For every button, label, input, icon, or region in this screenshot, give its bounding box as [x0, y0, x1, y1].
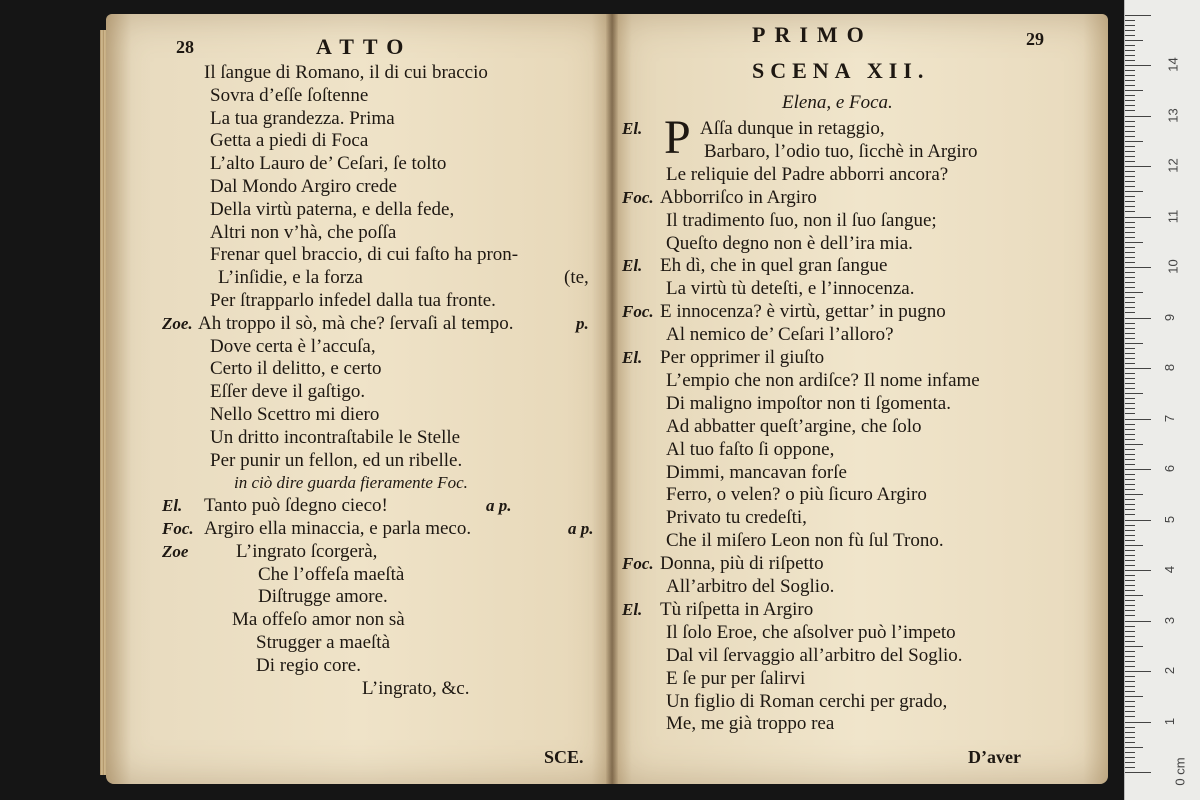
- verse-line: Ad abbatter queſt’argine, che ſolo: [666, 415, 922, 437]
- marginal-note: a p.: [568, 519, 594, 538]
- ruler-tick: [1125, 504, 1135, 505]
- speaker-label: El.: [622, 348, 643, 367]
- ruler-tick: [1125, 535, 1135, 536]
- ruler-tick: [1125, 408, 1135, 409]
- ruler-tick: [1125, 767, 1135, 768]
- ruler-tick: [1125, 509, 1135, 510]
- ruler-tick: [1125, 479, 1135, 480]
- ruler-number: 7: [1162, 414, 1178, 422]
- ruler-tick: [1125, 222, 1135, 223]
- verse-line: Strugger a maeſtà: [256, 632, 391, 653]
- ruler-tick: [1125, 176, 1135, 177]
- verse-line: Eh dì, che in quel gran ſangue: [660, 255, 888, 277]
- ruler-tick: [1125, 363, 1135, 364]
- ruler-tick: [1125, 257, 1135, 258]
- ruler-number: 4: [1162, 565, 1178, 574]
- ruler-tick: [1125, 575, 1135, 576]
- verse-line: Per opprimer il giuſto: [660, 347, 825, 368]
- ruler-tick: [1125, 499, 1135, 500]
- verse-line: L’ingrato ſcorgerà,: [236, 540, 378, 562]
- ruler-tick: [1125, 646, 1143, 647]
- verse-line: L’empio che non ardiſce? Il nome infame: [666, 369, 980, 391]
- ruler-tick: [1125, 696, 1143, 697]
- ruler-tick: [1125, 550, 1135, 551]
- ruler-tick: [1125, 464, 1135, 465]
- ruler-number: 9: [1162, 313, 1178, 321]
- right-page: [612, 14, 1108, 784]
- ruler-tick: [1125, 110, 1135, 111]
- verse-line: Che l’offeſa maeſtà: [258, 563, 405, 585]
- ruler-tick: [1125, 439, 1135, 440]
- verse-line: La tua grandezza. Prima: [210, 107, 395, 129]
- ruler-number: 10: [1165, 259, 1181, 274]
- catchword: D’aver: [968, 747, 1021, 767]
- ruler-tick: [1125, 494, 1143, 495]
- speaker-label: Foc.: [622, 302, 654, 322]
- ruler-tick: [1125, 711, 1135, 712]
- verse-line: Le reliquie del Padre abborri ancora?: [666, 163, 949, 185]
- verse-line: Dove certa è l’accuſa,: [210, 335, 376, 357]
- ruler-tick: [1125, 116, 1151, 117]
- ruler-tick: [1125, 449, 1135, 450]
- ruler-tick: [1125, 186, 1135, 187]
- verse-line: Tanto può ſdegno cieco!: [204, 495, 388, 517]
- ruler-tick: [1125, 565, 1135, 566]
- ruler-tick: [1125, 489, 1135, 490]
- ruler-tick: [1125, 181, 1135, 182]
- speaker-label: Foc.: [162, 519, 194, 538]
- ruler-tick: [1125, 772, 1151, 773]
- ruler-tick: [1125, 50, 1135, 51]
- ruler-tick: [1125, 514, 1135, 515]
- ruler-tick: [1125, 676, 1135, 677]
- marginal-note: a p.: [486, 496, 512, 516]
- ruler-tick: [1125, 747, 1143, 748]
- verse-line: Eſſer deve il gaſtigo.: [210, 381, 366, 403]
- stage-direction: in ciò dire guarda fieramente Foc.: [234, 473, 468, 493]
- verse-line: Dimmi, mancavan forſe: [666, 461, 847, 483]
- ruler-number: 13: [1165, 107, 1181, 123]
- ruler-tick: [1125, 540, 1135, 541]
- verse-line: Ferro, o velen? o più ſicuro Argiro: [666, 484, 927, 506]
- verse-line: Il ſangue di Romano, il di cui braccio: [204, 62, 488, 83]
- ruler-tick: [1125, 65, 1151, 66]
- ruler-tick: [1125, 277, 1135, 278]
- verse-line: Aſſa dunque in retaggio,: [700, 118, 885, 139]
- ruler-tick: [1125, 454, 1135, 455]
- verse-line: Sovra d’eſſe ſoſtenne: [210, 84, 369, 106]
- ruler-tick: [1125, 25, 1135, 26]
- ruler-tick: [1125, 60, 1135, 61]
- speaker-label: El.: [622, 256, 643, 276]
- ruler-tick: [1125, 525, 1135, 526]
- ruler-tick: [1125, 757, 1135, 758]
- ruler-tick: [1125, 716, 1135, 717]
- ruler-tick: [1125, 651, 1135, 652]
- ruler-tick: [1125, 196, 1135, 197]
- ruler-tick: [1125, 232, 1135, 233]
- ruler-tick: [1125, 80, 1135, 81]
- ruler-tick: [1125, 328, 1135, 329]
- page-number: 28: [176, 37, 194, 57]
- ruler-tick: [1125, 545, 1143, 546]
- ruler-tick: [1125, 615, 1135, 616]
- ruler-tick: [1125, 105, 1135, 106]
- verse-line: Dal Mondo Argiro crede: [210, 176, 397, 197]
- measurement-ruler: [1124, 0, 1200, 800]
- ruler-tick: [1125, 242, 1143, 243]
- marginal-note: (te,: [564, 267, 589, 289]
- verse-line: Diſtrugge amore.: [258, 586, 388, 608]
- ruler-tick: [1125, 600, 1135, 601]
- ruler-tick: [1125, 302, 1135, 303]
- ruler-tick: [1125, 368, 1151, 369]
- ruler-tick: [1125, 227, 1135, 228]
- verse-line: Per punir un fellon, ed un ribelle.: [210, 449, 463, 471]
- ruler-tick: [1125, 156, 1135, 157]
- ruler-tick: [1125, 343, 1143, 344]
- ruler-tick: [1125, 166, 1151, 167]
- ruler-number: 12: [1165, 158, 1181, 173]
- ruler-tick: [1125, 292, 1143, 293]
- verse-line: Getta a piedi di Foca: [210, 130, 369, 152]
- ruler-tick: [1125, 191, 1143, 192]
- ruler-tick: [1125, 338, 1135, 339]
- ruler-tick: [1125, 393, 1143, 394]
- verse-line: Il tradimento ſuo, non il ſuo ſangue;: [666, 209, 937, 231]
- verse-line: Abborriſco in Argiro: [660, 186, 817, 208]
- page-number: 29: [1026, 29, 1044, 49]
- speaker-label: El.: [622, 599, 643, 619]
- ruler-tick: [1125, 353, 1135, 354]
- ruler-tick: [1125, 580, 1135, 581]
- ruler-tick: [1125, 297, 1135, 298]
- ruler-tick: [1125, 585, 1135, 586]
- ruler-tick: [1125, 626, 1135, 627]
- ruler-tick: [1125, 312, 1135, 313]
- ruler-tick: [1125, 211, 1135, 212]
- ruler-tick: [1125, 706, 1135, 707]
- ruler-tick: [1125, 555, 1135, 556]
- ruler-tick: [1125, 388, 1135, 389]
- ruler-tick: [1125, 247, 1135, 248]
- ruler-tick: [1125, 727, 1135, 728]
- ruler-tick: [1125, 742, 1135, 743]
- ruler-tick: [1125, 398, 1135, 399]
- verse-line: Barbaro, l’odio tuo, ſicchè in Argiro: [704, 140, 978, 162]
- ruler-tick: [1125, 429, 1135, 430]
- verse-line: E innocenza? è virtù, gettar’ in pugno: [660, 301, 946, 323]
- book-gutter: [606, 14, 618, 784]
- ruler-tick: [1125, 484, 1135, 485]
- verse-line: L’inſidie, e la forza: [218, 267, 363, 289]
- ruler-tick: [1125, 348, 1135, 349]
- speaker-label: El.: [622, 119, 643, 138]
- verse-line: Ah troppo il sò, mà che? ſervaſi al tempo.: [198, 312, 514, 334]
- verse-line: E ſe pur per ſalirvi: [666, 667, 806, 689]
- ruler-tick: [1125, 287, 1135, 288]
- verse-line: Al tuo faſto ſi oppone,: [666, 438, 835, 460]
- ruler-tick: [1125, 171, 1135, 172]
- ruler-tick: [1125, 126, 1135, 127]
- ruler-tick: [1125, 666, 1135, 667]
- verse-line: L’alto Lauro de’ Ceſari, ſe tolto: [210, 153, 447, 175]
- scene-title: SCENA XII.: [752, 58, 930, 83]
- ruler-tick: [1125, 419, 1151, 420]
- ruler-number: 11: [1165, 209, 1181, 223]
- verse-line: Certo il delitto, e certo: [210, 358, 382, 380]
- ruler-tick: [1125, 217, 1151, 218]
- ruler-tick: [1125, 141, 1143, 142]
- verse-line: Altri non v’hà, che poſſa: [210, 221, 397, 243]
- ruler-tick: [1125, 636, 1135, 637]
- ruler-tick: [1125, 282, 1135, 283]
- verse-line: Per ſtrapparlo infedel dalla tua fronte.: [210, 290, 496, 311]
- speaker-label: Zoe.: [162, 313, 193, 333]
- ruler-tick: [1125, 121, 1135, 122]
- running-header: PRIMO: [752, 22, 873, 47]
- ruler-tick: [1125, 85, 1135, 86]
- ruler-number: 8: [1162, 363, 1178, 372]
- ruler-number: 3: [1162, 616, 1178, 624]
- ruler-tick: [1125, 671, 1151, 672]
- ruler-number: 6: [1162, 464, 1178, 473]
- verse-line: Frenar quel braccio, di cui faſto ha pron-: [210, 244, 519, 266]
- ruler-tick: [1125, 590, 1135, 591]
- verse-line: Il ſolo Eroe, che aſsolver può l’impeto: [666, 621, 956, 643]
- ruler-tick: [1125, 237, 1135, 238]
- marginal-note: p.: [576, 313, 589, 333]
- ruler-tick: [1125, 318, 1151, 319]
- ruler-tick: [1125, 55, 1135, 56]
- ruler-tick: [1125, 595, 1143, 596]
- ruler-tick: [1125, 424, 1135, 425]
- ruler-tick: [1125, 151, 1135, 152]
- ruler-tick: [1125, 30, 1135, 31]
- ruler-tick: [1125, 610, 1135, 611]
- ruler-tick: [1125, 681, 1135, 682]
- ruler-tick: [1125, 631, 1135, 632]
- ruler-tick: [1125, 35, 1135, 36]
- ruler-tick: [1125, 752, 1135, 753]
- verse-line: Tù riſpetta in Argiro: [660, 598, 814, 620]
- ruler-tick: [1125, 15, 1151, 16]
- verse-line: All’arbitro del Soglio.: [666, 576, 835, 597]
- verse-line: Nello Scettro mi diero: [210, 404, 380, 425]
- ruler-tick: [1125, 434, 1135, 435]
- ruler-tick: [1125, 691, 1135, 692]
- ruler-tick: [1125, 701, 1135, 702]
- ruler-tick: [1125, 373, 1135, 374]
- ruler-tick: [1125, 90, 1143, 91]
- ruler-tick: [1125, 252, 1135, 253]
- speaker-label: Zoe: [162, 541, 189, 561]
- left-page: [106, 14, 612, 784]
- ruler-tick: [1125, 45, 1135, 46]
- ruler-tick: [1125, 520, 1151, 521]
- speaker-label: El.: [162, 496, 183, 516]
- ruler-tick: [1125, 413, 1135, 414]
- ruler-tick: [1125, 621, 1151, 622]
- ruler-number: 0 cm: [1172, 757, 1188, 786]
- ruler-tick: [1125, 206, 1135, 207]
- ruler-tick: [1125, 605, 1135, 606]
- ruler-tick: [1125, 444, 1143, 445]
- ruler-tick: [1125, 560, 1135, 561]
- ruler-tick: [1125, 323, 1135, 324]
- ruler-tick: [1125, 530, 1135, 531]
- ruler-tick: [1125, 201, 1135, 202]
- ruler-tick: [1125, 358, 1135, 359]
- ruler-tick: [1125, 762, 1135, 763]
- ruler-tick: [1125, 136, 1135, 137]
- ruler-tick: [1125, 722, 1151, 723]
- verse-line: Che il miſero Leon non fù ſul Trono.: [666, 530, 944, 552]
- speaker-label: Foc.: [622, 554, 654, 574]
- ruler-number: 2: [1162, 666, 1178, 675]
- ruler-tick: [1125, 737, 1135, 738]
- ruler-tick: [1125, 307, 1135, 308]
- verse-line: L’ingrato, &c.: [362, 677, 470, 699]
- verse-line: Di maligno impoſtor non ti ſgomenta.: [666, 392, 951, 414]
- catchword: SCE.: [544, 747, 584, 767]
- ruler-tick: [1125, 262, 1135, 263]
- drop-capital: P: [664, 111, 691, 164]
- ruler-tick: [1125, 20, 1135, 21]
- verse-line: Della virtù paterna, e della fede,: [210, 198, 455, 220]
- verse-line: Argiro ella minaccia, e parla meco.: [204, 518, 472, 539]
- ruler-tick: [1125, 686, 1135, 687]
- ruler-tick: [1125, 570, 1151, 571]
- verse-line: Un dritto incontraſtabile le Stelle: [210, 426, 461, 448]
- verse-line: Queſto degno non è dell’ira mia.: [666, 232, 913, 254]
- ruler-tick: [1125, 403, 1135, 404]
- verse-line: Ma offeſo amor non sà: [232, 609, 405, 631]
- ruler-tick: [1125, 70, 1135, 71]
- verse-line: Me, me già troppo rea: [666, 713, 835, 735]
- verse-line: Di regio core.: [256, 654, 361, 676]
- ruler-tick: [1125, 146, 1135, 147]
- ruler-tick: [1125, 378, 1135, 379]
- ruler-tick: [1125, 161, 1135, 162]
- scene-characters: Elena, e Foca.: [782, 92, 893, 113]
- ruler-tick: [1125, 732, 1135, 733]
- ruler-tick: [1125, 131, 1135, 132]
- ruler-tick: [1125, 272, 1135, 273]
- ruler-tick: [1125, 641, 1135, 642]
- ruler-tick: [1125, 333, 1135, 334]
- ruler-tick: [1125, 95, 1135, 96]
- speaker-label: Foc.: [622, 187, 654, 207]
- verse-line: Dal vil ſervaggio all’arbitro del Soglio.: [666, 644, 963, 666]
- verse-line: Privato tu credeſti,: [666, 507, 807, 529]
- verse-line: La virtù tù deteſti, e l’innocenza.: [666, 278, 915, 300]
- ruler-tick: [1125, 661, 1135, 662]
- ruler-tick: [1125, 656, 1135, 657]
- verse-line: Un figlio di Roman cerchi per grado,: [666, 690, 948, 712]
- ruler-tick: [1125, 100, 1135, 101]
- ruler-tick: [1125, 459, 1135, 460]
- ruler-tick: [1125, 474, 1135, 475]
- ruler-tick: [1125, 469, 1151, 470]
- ruler-tick: [1125, 40, 1143, 41]
- ruler-number: 1: [1162, 717, 1178, 725]
- verse-line: Donna, più di riſpetto: [660, 553, 824, 575]
- ruler-tick: [1125, 383, 1135, 384]
- ruler-tick: [1125, 267, 1151, 268]
- ruler-tick: [1125, 75, 1135, 76]
- ruler-number: 5: [1162, 515, 1178, 523]
- verse-line: Al nemico de’ Ceſari l’alloro?: [666, 324, 894, 346]
- ruler-number: 14: [1165, 57, 1181, 72]
- running-header: ATTO: [316, 34, 413, 59]
